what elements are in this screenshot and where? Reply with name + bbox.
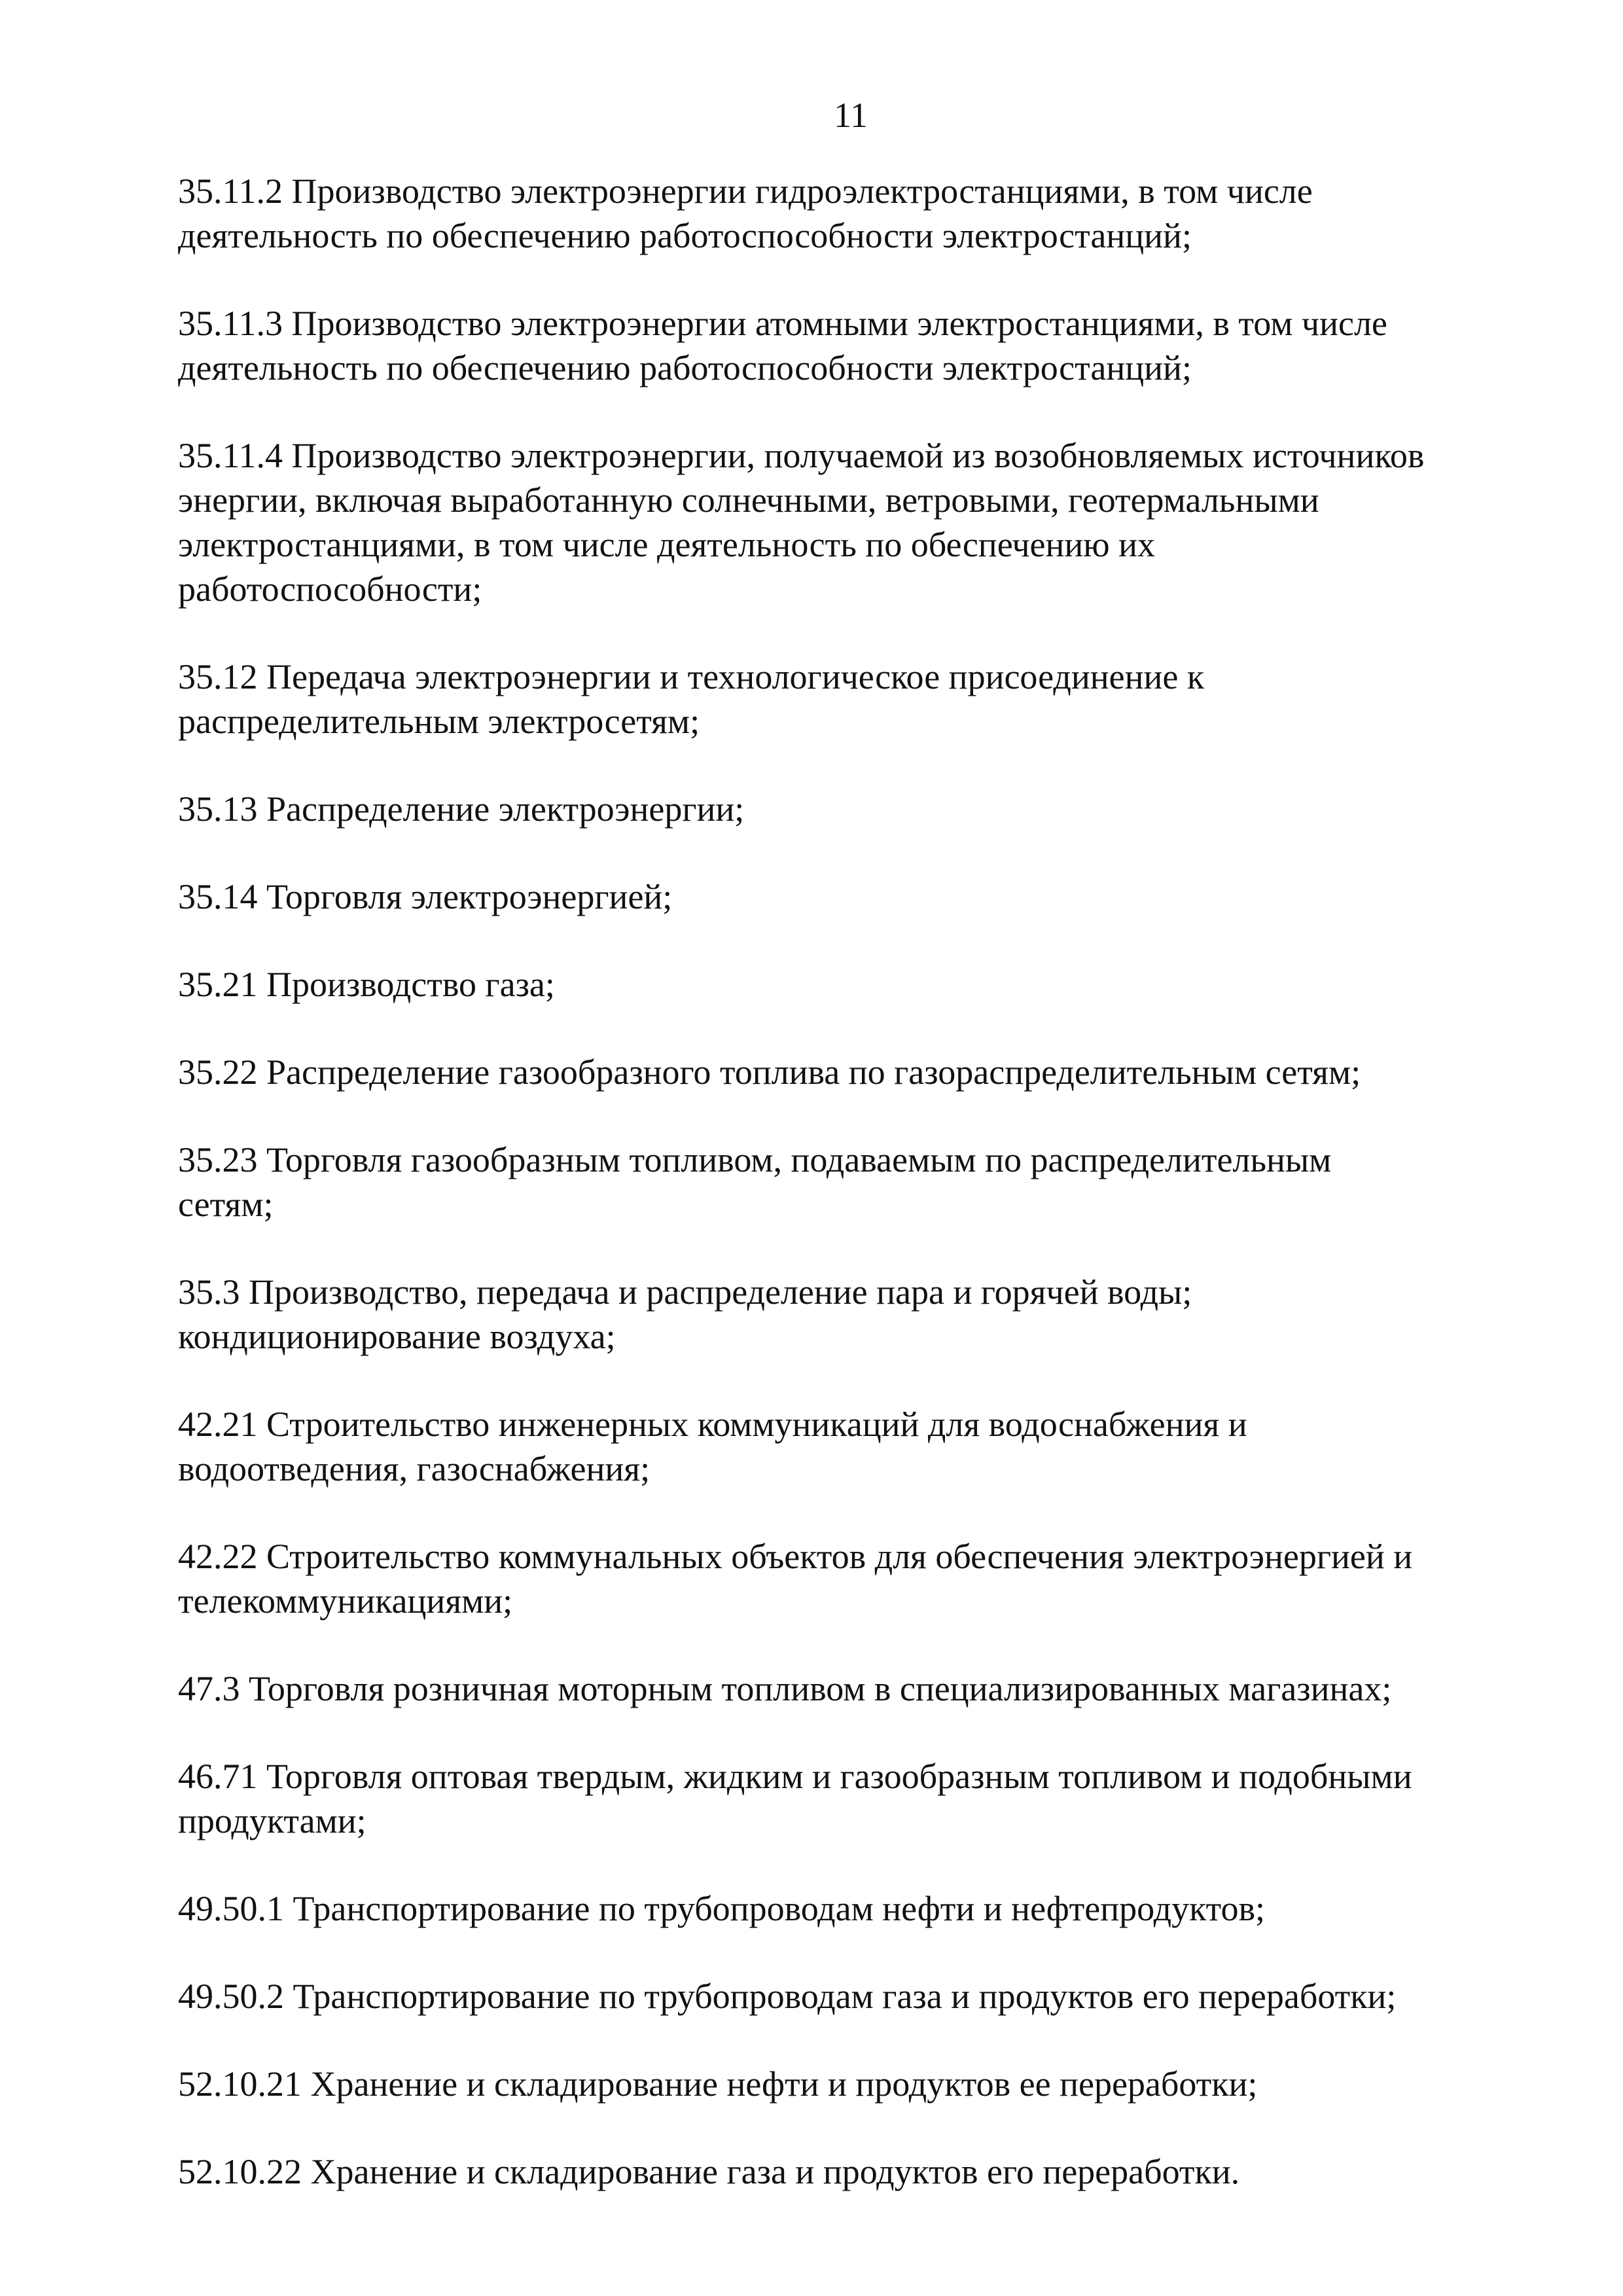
list-item: 52.10.21 Хранение и складирование нефти и продуктов ее переработки;: [178, 2064, 1258, 2104]
list-item: 35.12 Передача электроэнергии и технологическое присоединение к распределительным электросетям;: [178, 657, 1205, 741]
list-item: 35.22 Распределение газообразного топлива по газораспределительным сетям;: [178, 1052, 1361, 1092]
list-item: 35.11.2 Производство электроэнергии гидроэлектростанциями, в том числе деятельность по обеспечению работоспособности электростанций;: [178, 171, 1313, 255]
list-item: 35.21 Производство газа;: [178, 965, 555, 1004]
list-item: 35.11.4 Производство электроэнергии, получаемой из возобновляемых источников энергии, включая выработанную солнечными, ветровыми, геотермальными электростанциями, в том числе деятельность по обеспечению их работоспособности;: [178, 436, 1425, 609]
list-item: 46.71 Торговля оптовая твердым, жидким и газообразным топливом и подобными продуктами;: [178, 1757, 1412, 1840]
list-item: 42.22 Строительство коммунальных объектов для обеспечения электроэнергией и телекоммуникациями;: [178, 1537, 1413, 1621]
activity-list: [178, 169, 1552, 2237]
list-item: 49.50.2 Транспортирование по трубопроводам газа и продуктов его переработки;: [178, 1977, 1397, 2016]
page-number: 11: [834, 96, 868, 135]
list-item: 42.21 Строительство инженерных коммуникаций для водоснабжения и водоотведения, газоснабжения;: [178, 1405, 1247, 1488]
list-item: 35.14 Торговля электроэнергией;: [178, 877, 673, 916]
list-item: 35.3 Производство, передача и распределение пара и горячей воды; кондиционирование воздуха;: [178, 1272, 1192, 1356]
list-item: 49.50.1 Транспортирование по трубопроводам нефти и нефтепродуктов;: [178, 1889, 1265, 1928]
list-item: 35.11.3 Производство электроэнергии атомными электростанциями, в том числе деятельность по обеспечению работоспособности электростанций;: [178, 304, 1387, 387]
list-item: 52.10.22 Хранение и складирование газа и продуктов его переработки.: [178, 2152, 1240, 2191]
list-item: 35.13 Распределение электроэнергии;: [178, 789, 745, 829]
list-item: 47.3 Торговля розничная моторным топливом в специализированных магазинах;: [178, 1669, 1392, 1708]
list-item: 35.23 Торговля газообразным топливом, подаваемым по распределительным сетям;: [178, 1140, 1332, 1224]
